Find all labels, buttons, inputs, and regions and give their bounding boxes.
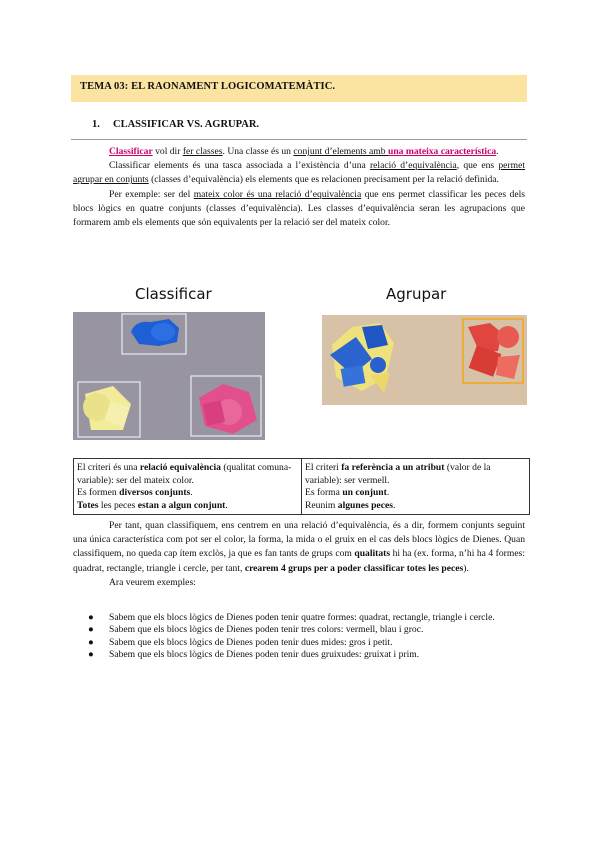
list-item: ● Sabem que els blocs lògics de Dienes poden tenir tres colors: vermell, blau i groc. (88, 624, 424, 636)
paragraph-examples-intro: Ara veurem exemples: (109, 576, 196, 588)
criteria-table (73, 458, 530, 515)
examples-list (73, 612, 525, 662)
classify-criteria-cell (74, 459, 302, 515)
figure-title-agrupar: Agrupar (386, 285, 447, 303)
group-criteria-cell (302, 459, 530, 515)
paragraph-equivalence: Classificar elements és una tasca associada a l’existència d’una relació d’equivalència, que ens permet agrupar en conjunts (classes d’equivalència) els elements que es relacionen precisament per la relació definida. (73, 160, 525, 186)
list-item: ● Sabem que els blocs lògics de Dienes poden tenir dues mides: gros i petit. (88, 636, 393, 648)
divider (71, 139, 527, 140)
paragraph-definition: Classificar vol dir fer classes. Una classe és un conjunt d’elements amb una mateixa característica. (109, 146, 499, 157)
paragraph-example: Per exemple: ser del mateix color és una relació d’equivalència que ens permet classificar les peces dels blocs lògics en quatre conjunts (classes d’equivalència). Les classes d’equivalència seran les agrupacions que formarem amb els elements que són equivalents per la relació ser del mateix color. (73, 188, 526, 229)
group-criterion: El criteri fa referència a un atribut (valor de la variable): ser vermell. (305, 462, 491, 486)
group-sets: Es forma un conjunt. (305, 487, 390, 499)
figure-classify-vs-group (73, 278, 527, 444)
group-photo (322, 315, 527, 405)
group-pieces: Reunim algunes peces. (305, 499, 396, 511)
list-item: ● Sabem que els blocs lògics de Dienes poden tenir dues gruixudes: gruixat i prim. (88, 649, 420, 661)
list-item: ● Sabem que els blocs lògics de Dienes poden tenir quatre formes: quadrat, rectangle, triangle i cercle. (88, 612, 495, 623)
classify-criterion: El criteri és una relació equivalència (qualitat comuna-variable): ser del mateix color. (77, 462, 292, 486)
section-number: 1. (92, 119, 100, 130)
classify-photo (73, 312, 265, 440)
paragraph-conclusion: Per tant, quan classifiquem, ens centrem en una relació d’equivalència, és a dir, formem conjunts seguint una única característica com pot ser el color, la forma, la mida o el gruix en el cas dels blocs lògics de Dienes. Quan classifiquem, no queda cap ítem exclòs, ja que es fan tants de grups com qualitats hi ha (ex. forma, n’hi ha 4 formes: quadrat, rectangle, triangle i cercle, per tant, crearem 4 grups per a poder classificar totes les peces). (73, 520, 525, 574)
page-title: TEMA 03: EL RAONAMENT LOGICOMATEMÀTIC. (80, 81, 336, 92)
conclusion-text (73, 519, 525, 590)
classify-pieces: Totes les peces estan a algun conjunt. (77, 499, 228, 511)
classify-sets: Es formen diversos conjunts. (77, 487, 193, 499)
section-heading (92, 119, 259, 130)
intro-text (73, 145, 525, 230)
section-title: CLASSIFICAR VS. AGRUPAR. (113, 119, 260, 130)
figure-title-classificar: Classificar (135, 285, 212, 303)
